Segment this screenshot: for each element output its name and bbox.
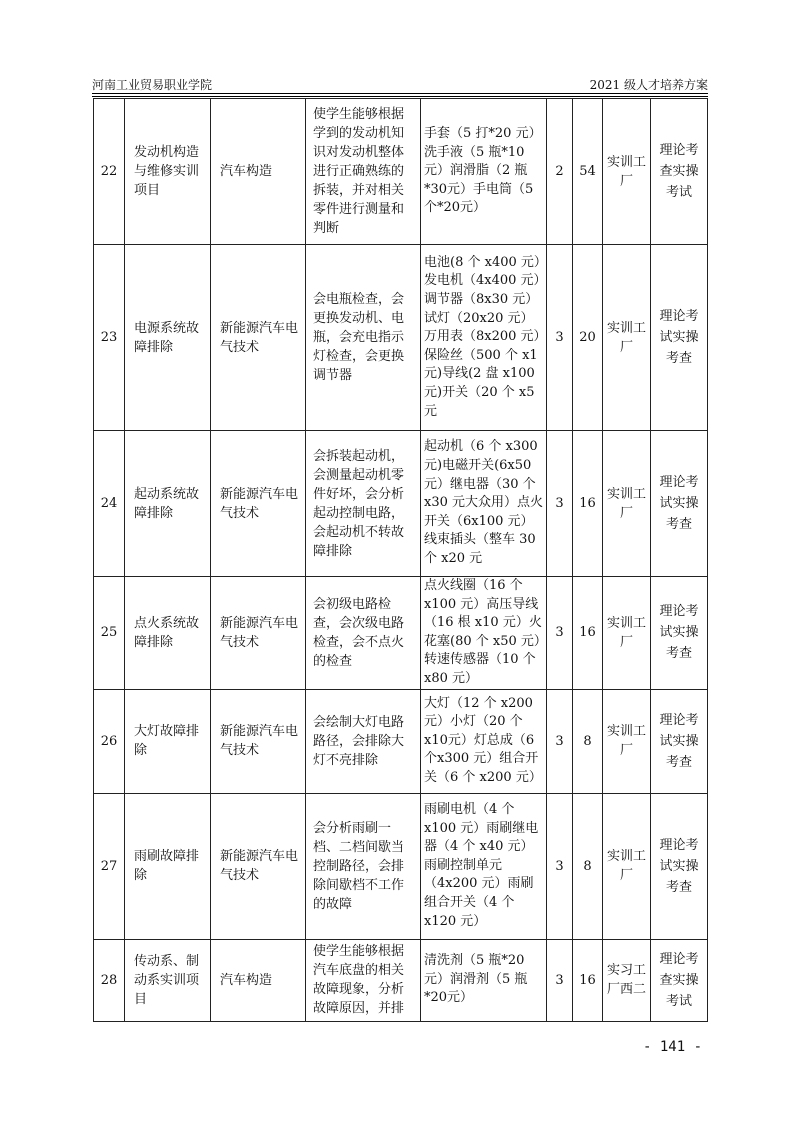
row-number: 28 xyxy=(94,939,125,1021)
hours: 8 xyxy=(573,689,603,793)
header-rule-thin xyxy=(92,96,708,97)
training-goal: 会绘制大灯电路路径，会排除大灯不亮排除 xyxy=(306,689,421,793)
credit: 3 xyxy=(547,939,573,1021)
credit: 3 xyxy=(547,689,573,793)
training-goal: 会电瓶检查，会更换发动机、电瓶，会充电指示灯检查，会更换调节器 xyxy=(306,245,421,431)
project-name: 电源系统故障排除 xyxy=(125,245,211,431)
assessment: 理论考试实操考查 xyxy=(651,793,708,939)
hours: 20 xyxy=(573,245,603,431)
course-name: 新能源汽车电气技术 xyxy=(211,245,306,431)
project-name: 起动系统故障排除 xyxy=(125,431,211,577)
row-number: 23 xyxy=(94,245,125,431)
row-number: 22 xyxy=(94,99,125,245)
project-name: 雨刷故障排除 xyxy=(125,793,211,939)
training-goal: 使学生能够根据学到的发动机知识对发动机整体进行正确熟练的拆装，并对相关零件进行测量和判断 xyxy=(306,99,421,245)
assessment: 理论考查实操考试 xyxy=(651,99,708,245)
training-goal: 会拆装起动机，会测量起动机零件好坏，会分析起动控制电路，会起动机不转故障排除 xyxy=(306,431,421,577)
credit: 3 xyxy=(547,431,573,577)
page-header xyxy=(92,76,708,94)
materials: 清洗剂（5 瓶*20元）润滑剂（5 瓶*20元） xyxy=(421,939,547,1021)
project-name: 大灯故障排除 xyxy=(125,689,211,793)
assessment: 理论考试实操考查 xyxy=(651,431,708,577)
course-name: 新能源汽车电气技术 xyxy=(211,577,306,690)
place: 实训工厂 xyxy=(603,431,651,577)
assessment: 理论考试实操考查 xyxy=(651,689,708,793)
place: 实习工厂西二 xyxy=(603,939,651,1021)
row-number: 24 xyxy=(94,431,125,577)
materials: 电池(8 个 x400 元）发电机（4x400 元）调节器（8x30 元）试灯（20x20 元）万用表（8x200 元）保险丝（500 个 x1元)导线(2 盘 x100元)开关（20 个 x5元 xyxy=(421,245,547,431)
place: 实训工厂 xyxy=(603,689,651,793)
hours: 16 xyxy=(573,577,603,690)
header-rule-thick xyxy=(92,93,708,94)
table-row xyxy=(94,793,708,939)
hours: 8 xyxy=(573,793,603,939)
credit: 3 xyxy=(547,245,573,431)
training-goal: 会分析雨刷一档、二档间歇当控制路径，会排除间歇档不工作的故障 xyxy=(306,793,421,939)
course-name: 新能源汽车电气技术 xyxy=(211,793,306,939)
materials: 手套（5 打*20 元）洗手液（5 瓶*10元）润滑脂（2 瓶*30元）手电筒（5 个*20元） xyxy=(421,99,547,245)
course-name: 汽车构造 xyxy=(211,939,306,1021)
materials: 起动机（6 个 x300元)电磁开关(6x50元）继电器（30 个x30 元大众用）点火开关（6x100 元）线束插头（整车 30个 x20 元 xyxy=(421,431,547,577)
materials: 大灯（12 个 x200元）小灯（20 个 x10元）灯总成（6 个x300 元）组合开关（6 个 x200 元） xyxy=(421,689,547,793)
document-title: 2021 级人才培养方案 xyxy=(589,78,708,92)
table-row xyxy=(94,431,708,577)
place: 实训工厂 xyxy=(603,99,651,245)
credit: 3 xyxy=(547,577,573,690)
assessment: 理论考试实操考查 xyxy=(651,245,708,431)
page-number: - 141 - xyxy=(643,1039,703,1055)
table-row xyxy=(94,689,708,793)
training-goal: 会初级电路检查，会次级电路检查，会不点火的检查 xyxy=(306,577,421,690)
assessment: 理论考查实操考试 xyxy=(651,939,708,1021)
table-row xyxy=(94,939,708,1021)
credit: 3 xyxy=(547,793,573,939)
table-row xyxy=(94,99,708,245)
row-number: 27 xyxy=(94,793,125,939)
project-name: 发动机构造与维修实训项目 xyxy=(125,99,211,245)
table-row xyxy=(94,245,708,431)
table-row xyxy=(94,577,708,690)
row-number: 25 xyxy=(94,577,125,690)
credit: 2 xyxy=(547,99,573,245)
materials: 雨刷电机（4 个x100 元）雨刷继电器（4 个 x40 元）雨刷控制单元（4x200 元）雨刷组合开关（4 个x120 元） xyxy=(421,793,547,939)
hours: 54 xyxy=(573,99,603,245)
assessment: 理论考试实操考查 xyxy=(651,577,708,690)
place: 实训工厂 xyxy=(603,793,651,939)
course-name: 汽车构造 xyxy=(211,99,306,245)
course-name: 新能源汽车电气技术 xyxy=(211,689,306,793)
project-name: 点火系统故障排除 xyxy=(125,577,211,690)
hours: 16 xyxy=(573,939,603,1021)
hours: 16 xyxy=(573,431,603,577)
training-projects-table xyxy=(93,98,708,1022)
project-name: 传动系、制动系实训项目 xyxy=(125,939,211,1021)
training-goal: 使学生能够根据汽车底盘的相关故障现象，分析故障原因，并排 xyxy=(306,939,421,1021)
place: 实训工厂 xyxy=(603,245,651,431)
row-number: 26 xyxy=(94,689,125,793)
school-name: 河南工业贸易职业学院 xyxy=(92,78,213,92)
course-name: 新能源汽车电气技术 xyxy=(211,431,306,577)
place: 实训工厂 xyxy=(603,577,651,690)
materials: 点火线圈（16 个x100 元）高压导线（16 根 x10 元）火花塞(80 个 x50 元）转速传感器（10 个x80 元） xyxy=(421,577,547,690)
